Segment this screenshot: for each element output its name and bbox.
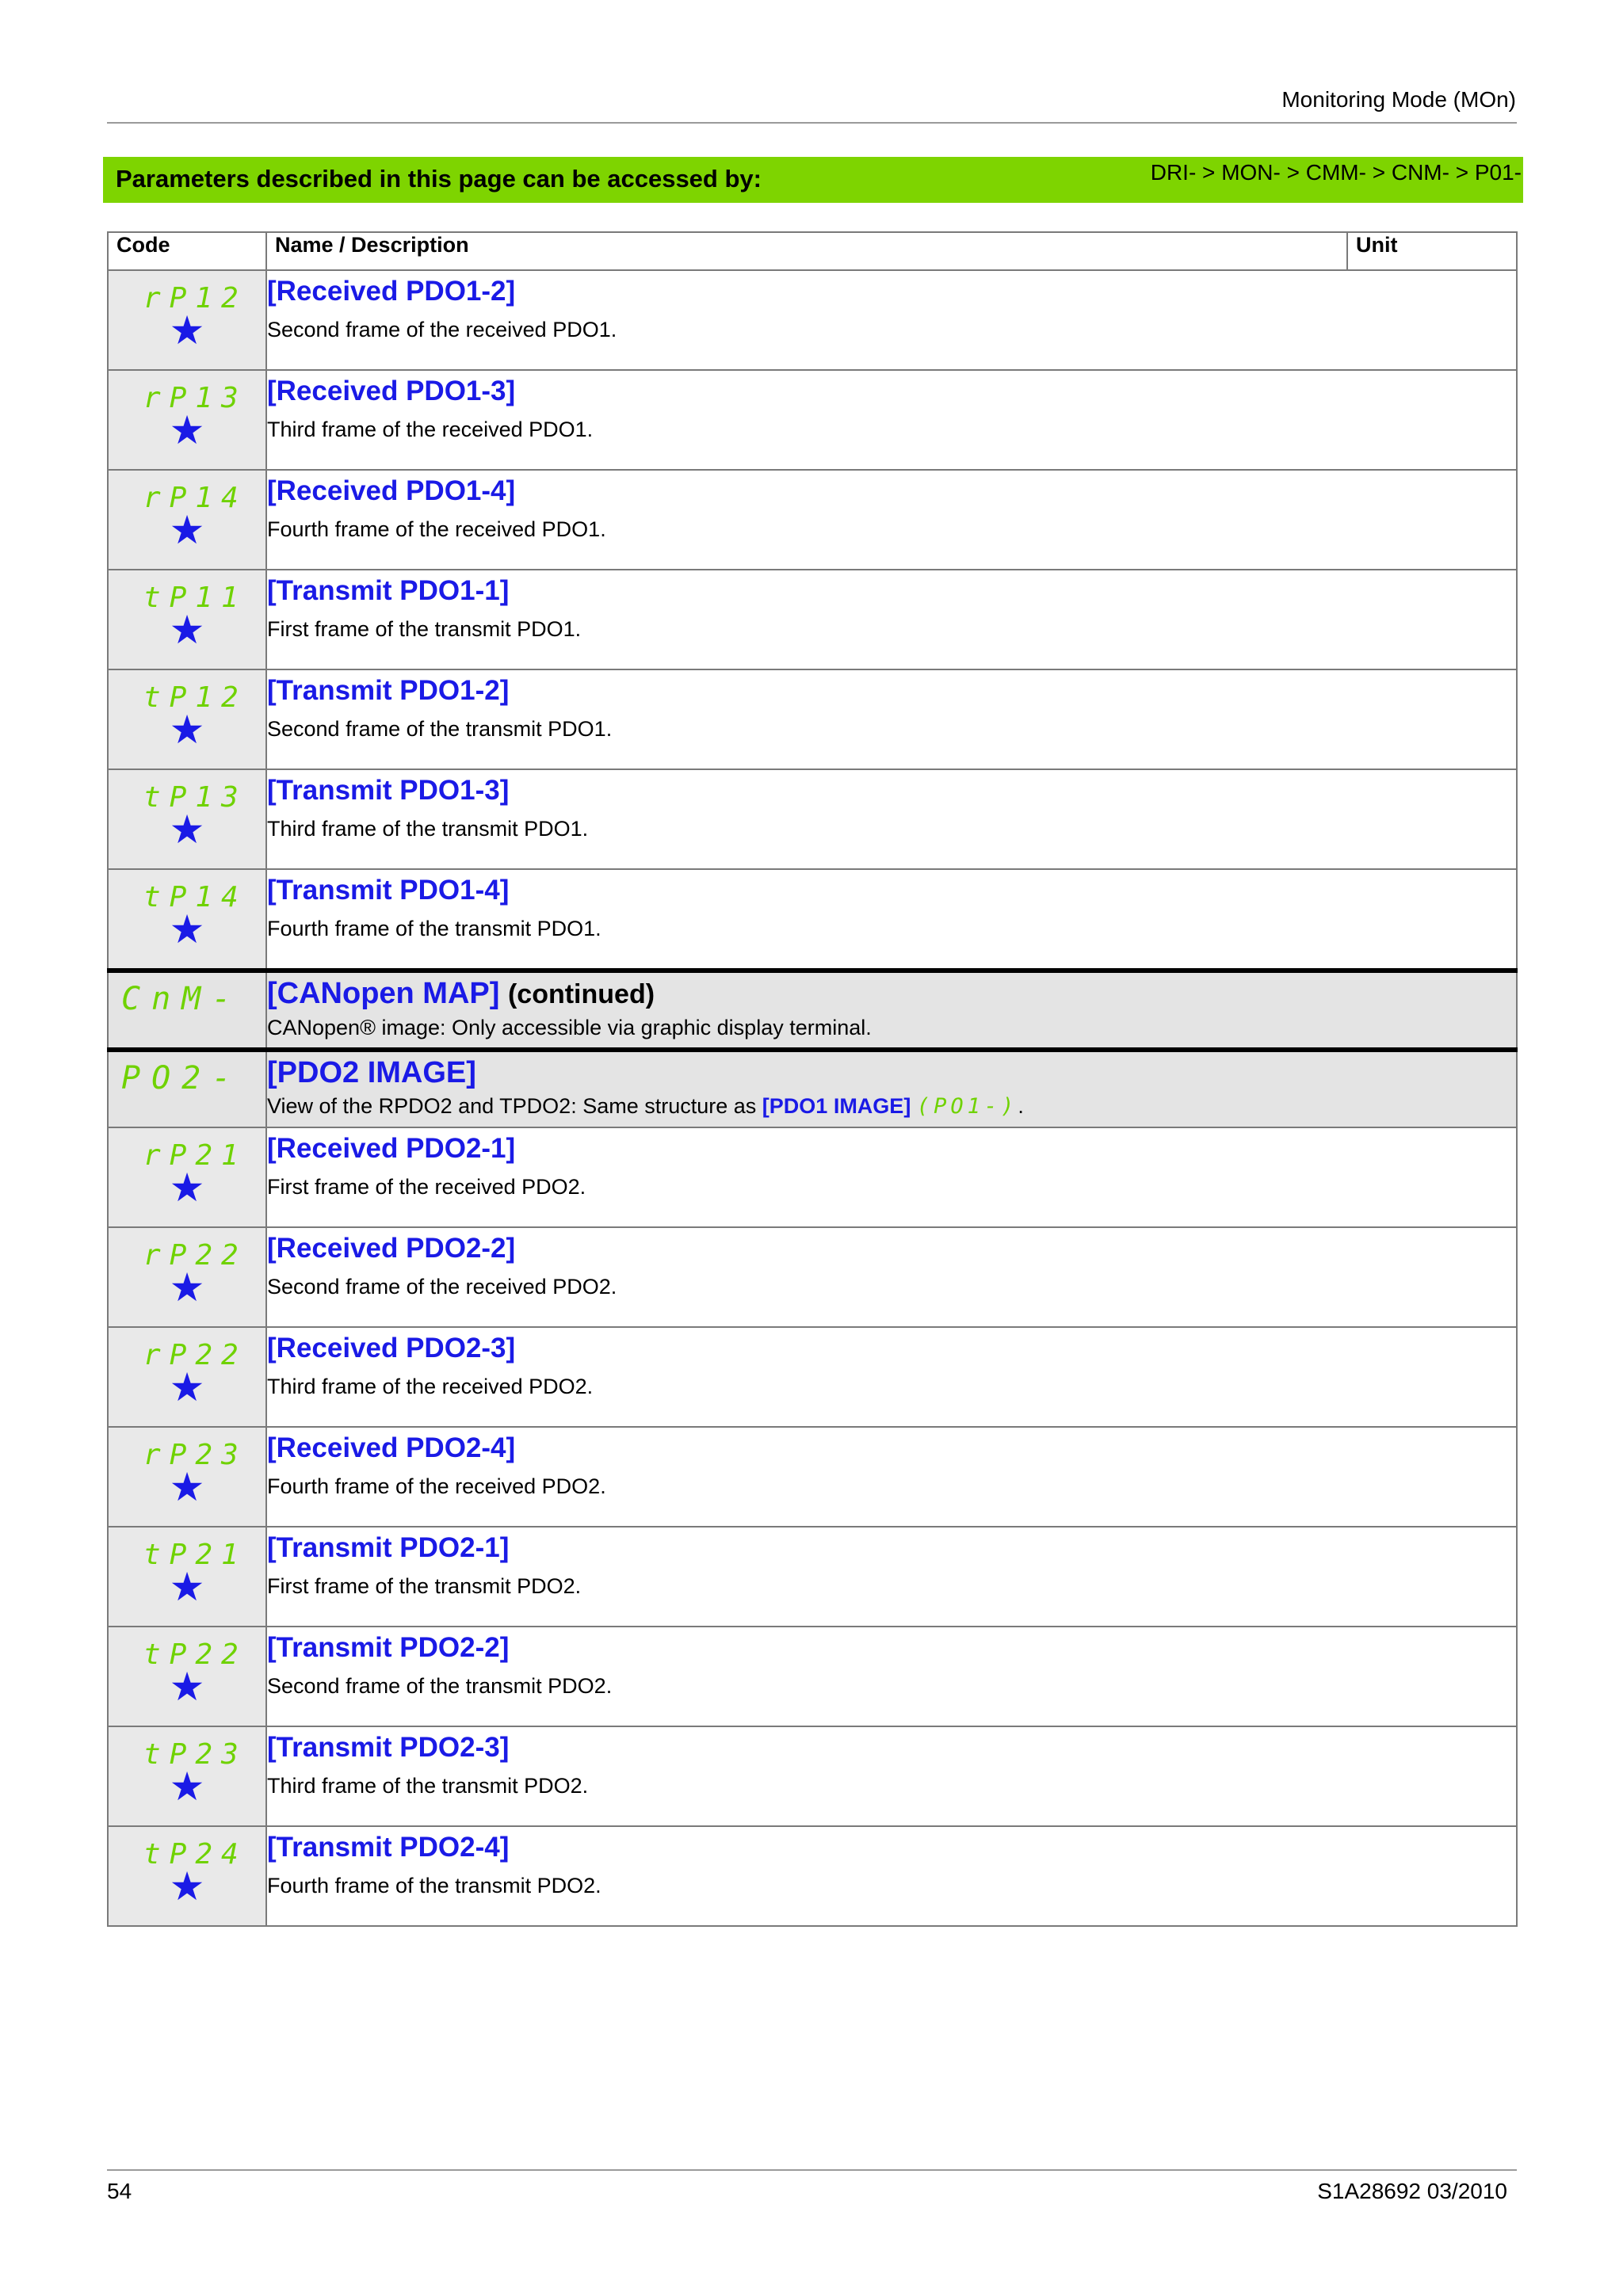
table-header-row [108, 232, 1517, 270]
column-header-code: Code [108, 232, 266, 270]
table-row [108, 570, 1517, 669]
table-row [108, 270, 1517, 370]
menu-description: CANopen® image: Only accessible via graphic display terminal. [267, 1016, 872, 1039]
parameter-code: tP11 [143, 582, 247, 614]
menu-code-cell [108, 1050, 266, 1127]
code-cell [108, 1726, 266, 1826]
parameter-code: tP12 [143, 681, 247, 714]
menu-code: PO2- [121, 1060, 242, 1097]
description-cell [266, 1127, 1517, 1227]
parameter-description: Fourth frame of the received PDO1. [267, 517, 606, 541]
access-path-bar [103, 157, 1523, 203]
code-cell [108, 1327, 266, 1427]
table-row [108, 869, 1517, 971]
parameter-description: Second frame of the received PDO2. [267, 1275, 617, 1299]
table-row [108, 1726, 1517, 1826]
description-cell [266, 370, 1517, 470]
parameter-name: [Transmit PDO2-3] [267, 1732, 510, 1763]
parameter-description: Second frame of the transmit PDO2. [267, 1674, 613, 1698]
star-icon: ★ [169, 1665, 205, 1709]
code-cell [108, 1427, 266, 1527]
menu-desc-cell [266, 971, 1517, 1050]
parameter-code: rP22 [143, 1339, 247, 1371]
parameter-description: Third frame of the received PDO2. [267, 1375, 594, 1398]
parameter-name: [Received PDO2-2] [267, 1233, 516, 1264]
parameter-description: First frame of the transmit PDO1. [267, 617, 582, 641]
menu-title: [PDO2 IMAGE] [267, 1056, 476, 1089]
code-cell [108, 1127, 266, 1227]
parameter-code: tP24 [143, 1838, 247, 1871]
access-label: Parameters described in this page can be accessed by: [116, 165, 762, 193]
code-cell [108, 1826, 266, 1926]
parameter-description: Fourth frame of the transmit PDO1. [267, 917, 601, 940]
menu-title: [CANopen MAP] [267, 977, 500, 1010]
menu-row-canopen-map [108, 971, 1517, 1050]
parameter-code: rP21 [143, 1139, 247, 1172]
parameter-description: First frame of the received PDO2. [267, 1175, 586, 1199]
star-icon: ★ [169, 1864, 205, 1909]
star-icon: ★ [169, 608, 205, 652]
parameter-name: [Transmit PDO1-4] [267, 875, 510, 906]
description-cell [266, 869, 1517, 971]
menu-code: CnM- [121, 981, 242, 1017]
table-row [108, 1127, 1517, 1227]
code-cell [108, 769, 266, 869]
header-divider [107, 122, 1517, 124]
menu-description-text: View of the RPDO2 and TPDO2: Same structure as [267, 1094, 762, 1118]
parameter-description: Second frame of the transmit PDO1. [267, 717, 613, 741]
code-cell [108, 1527, 266, 1627]
table-row [108, 470, 1517, 570]
description-cell [266, 1826, 1517, 1926]
footer-divider [107, 2169, 1517, 2171]
parameter-name: [Received PDO1-3] [267, 376, 516, 406]
parameter-name: [Transmit PDO1-3] [267, 775, 510, 806]
parameter-name: [Transmit PDO2-4] [267, 1832, 510, 1863]
parameter-code: tP13 [143, 781, 247, 814]
parameter-name: [Transmit PDO2-2] [267, 1632, 510, 1663]
table-row [108, 1826, 1517, 1926]
description-cell [266, 1527, 1517, 1627]
star-icon: ★ [169, 707, 205, 752]
parameter-name: [Received PDO1-2] [267, 276, 516, 307]
menu-desc-cell [266, 1050, 1517, 1127]
parameter-code: tP21 [143, 1539, 247, 1571]
column-header-unit: Unit [1347, 232, 1517, 270]
parameters-table [107, 231, 1518, 1927]
table-row [108, 370, 1517, 470]
parameter-name: [Received PDO2-3] [267, 1333, 516, 1363]
menu-row-pdo2-image [108, 1050, 1517, 1127]
star-icon: ★ [169, 508, 205, 552]
star-icon: ★ [169, 1764, 205, 1809]
document-reference: S1A28692 03/2010 [1317, 2179, 1507, 2203]
description-cell [266, 270, 1517, 370]
code-cell [108, 1227, 266, 1327]
parameter-name: [Transmit PDO2-1] [267, 1532, 510, 1563]
parameter-code: tP14 [143, 881, 247, 913]
star-icon: ★ [169, 907, 205, 952]
table-row [108, 1327, 1517, 1427]
description-cell [266, 769, 1517, 869]
column-header-name: Name / Description [266, 232, 1347, 270]
parameter-description: Third frame of the transmit PDO1. [267, 817, 589, 841]
parameter-description: Third frame of the transmit PDO2. [267, 1774, 589, 1798]
code-cell [108, 669, 266, 769]
page-number: 54 [107, 2179, 132, 2203]
menu-code-cell [108, 971, 266, 1050]
description-cell [266, 1627, 1517, 1726]
table-row [108, 1527, 1517, 1627]
pdo1-image-reference: [PDO1 IMAGE] [762, 1094, 911, 1118]
description-cell [266, 1427, 1517, 1527]
code-cell [108, 370, 266, 470]
code-cell [108, 270, 266, 370]
parameter-name: [Received PDO2-1] [267, 1133, 516, 1164]
description-cell [266, 570, 1517, 669]
parameter-code: rP12 [143, 282, 247, 315]
star-icon: ★ [169, 408, 205, 452]
parameter-name: [Received PDO2-4] [267, 1432, 516, 1463]
table-row [108, 1227, 1517, 1327]
parameter-description: First frame of the transmit PDO2. [267, 1574, 582, 1598]
code-cell [108, 470, 266, 570]
star-icon: ★ [169, 1265, 205, 1310]
code-cell [108, 570, 266, 669]
page-header-title: Monitoring Mode (MOn) [1281, 87, 1516, 112]
parameter-code: rP23 [143, 1439, 247, 1471]
parameter-name: [Received PDO1-4] [267, 475, 516, 506]
star-icon: ★ [169, 308, 205, 353]
parameter-code: tP22 [143, 1638, 247, 1671]
menu-description-end: . [1018, 1094, 1024, 1118]
menu-continued-note: (continued) [507, 979, 655, 1009]
parameter-code: rP22 [143, 1239, 247, 1272]
code-cell [108, 1627, 266, 1726]
pdo1-image-code-reference: (PO1-) [916, 1094, 1018, 1119]
parameter-name: [Transmit PDO1-1] [267, 575, 510, 606]
code-cell [108, 869, 266, 971]
star-icon: ★ [169, 1165, 205, 1210]
parameter-description: Fourth frame of the transmit PDO2. [267, 1874, 601, 1897]
parameter-description: Fourth frame of the received PDO2. [267, 1474, 606, 1498]
table-row [108, 1627, 1517, 1726]
star-icon: ★ [169, 807, 205, 852]
table-row [108, 769, 1517, 869]
access-path: DRI- > MON- > CMM- > CNM- > P01- [1150, 160, 1522, 185]
description-cell [266, 470, 1517, 570]
parameter-code: rP14 [143, 482, 247, 514]
star-icon: ★ [169, 1365, 205, 1409]
description-cell [266, 1327, 1517, 1427]
star-icon: ★ [169, 1465, 205, 1509]
table-row [108, 669, 1517, 769]
parameter-code: tP23 [143, 1738, 247, 1771]
parameter-description: Second frame of the received PDO1. [267, 318, 617, 341]
parameter-name: [Transmit PDO1-2] [267, 675, 510, 706]
description-cell [266, 1227, 1517, 1327]
menu-description [267, 1093, 1516, 1119]
star-icon: ★ [169, 1565, 205, 1609]
parameter-description: Third frame of the received PDO1. [267, 418, 594, 441]
description-cell [266, 1726, 1517, 1826]
parameter-code: rP13 [143, 382, 247, 414]
description-cell [266, 669, 1517, 769]
table-row [108, 1427, 1517, 1527]
